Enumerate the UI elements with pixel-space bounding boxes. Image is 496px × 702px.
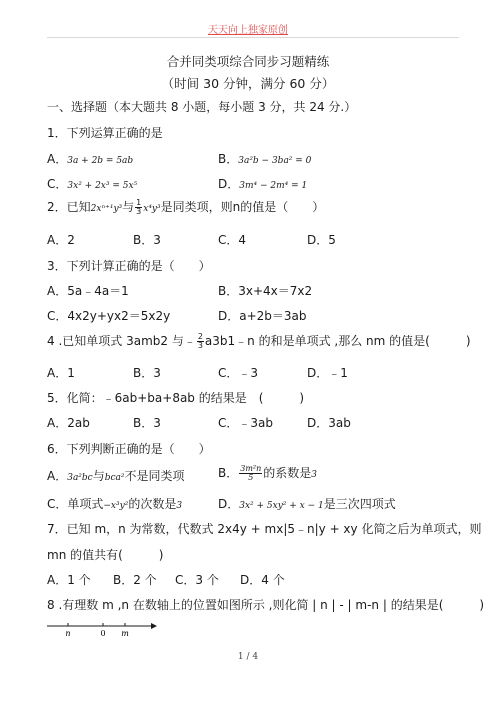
q6-option-a: A．3a²bc与bca²不是同类项 (47, 469, 185, 483)
q5-option-d: D．3ab (307, 416, 351, 430)
q7-stem-line2: mn 的值共有( ) (47, 548, 164, 562)
q2-option-b: B．3 (133, 233, 161, 247)
q8-stem: 8 .有理数 m ,n 在数轴上的位置如图所示 ,则化简 | n | - | m-n | 的结果是( ) (47, 598, 485, 612)
section-heading: 一、选择题（本大题共 8 小题，每小题 3 分，共 24 分.） (47, 100, 357, 114)
q5-option-a: A．2ab (47, 416, 90, 430)
q3-option-c: C．4x2y+yx2＝5x2y (47, 309, 171, 323)
axis-label-0: 0 (100, 629, 106, 638)
q6-stem: 6．下列判断正确的是（ ） (47, 442, 211, 456)
q2-option-c: C．4 (218, 233, 247, 247)
q4-option-b: B．3 (133, 366, 161, 380)
q1-option-a: A．3a + 2b = 5ab (47, 152, 134, 166)
q5-option-c: C．﹣3ab (218, 416, 273, 430)
axis-label-n: n (65, 629, 71, 638)
q2-stem: 2．已知2xⁿ⁺¹y³与 $\frac{1}{3}$ x⁴y³是同类项，则n的值是（ ） (47, 198, 325, 216)
q4-option-c: C．﹣3 (218, 366, 259, 380)
q4-option-a: A．1 (47, 366, 75, 380)
axis-label-m: m (121, 629, 129, 638)
q7-option-d: D．4 个 (240, 573, 285, 587)
q2-option-d: D．5 (307, 233, 336, 247)
header-watermark: 天天向上独家原创 (208, 25, 288, 36)
q2-fraction: $\frac{1}{3}$ (136, 198, 142, 216)
q3-option-d: D．a+2b＝3ab (218, 309, 307, 323)
q3-stem: 3．下列计算正确的是（ ） (47, 259, 211, 273)
q7-option-c: C．3 个 (175, 573, 219, 587)
q6-option-b: B． $\frac{\text{3m²n}}{5}$ 的系数是3 (218, 464, 318, 482)
q4-option-d: D．﹣1 (307, 366, 348, 380)
q5-stem: 5．化简：﹣6ab+ba+8ab 的结果是 ( ) (47, 391, 305, 405)
doc-title: 合并同类项综合同步习题精练 (166, 54, 330, 69)
number-line-arrow (151, 623, 157, 629)
q2-option-a: A．2 (47, 233, 75, 247)
header-divider (47, 37, 459, 38)
q1-stem: 1．下列运算正确的是 (47, 126, 163, 140)
q5-option-b: B．3 (133, 416, 161, 430)
q1-option-b: B．3a²b − 3ba² = 0 (218, 152, 312, 166)
q6-option-d: D．3x² + 5xy² + x − 1是三次四项式 (218, 497, 396, 511)
q1-option-c: C．3x² + 2x³ = 5x⁵ (47, 177, 138, 191)
q6-b-fraction: $\frac{\text{3m²n}}{5}$ (240, 464, 262, 482)
doc-subtitle: （时间 30 分钟，满分 60 分） (161, 76, 335, 91)
number-line-figure (45, 620, 160, 640)
q4-stem: 4 .已知单项式 3amb2 与﹣ $\frac{2}{3}$ a3b1﹣n 的和是单项式 ,那么 nm 的值是( ) (47, 332, 471, 350)
q3-option-b: B．3x+4x＝7x2 (218, 284, 313, 298)
q7-option-a: A．1 个 (47, 573, 91, 587)
q3-option-a: A．5a﹣4a＝1 (47, 284, 129, 298)
page-number: 1 / 4 (237, 652, 259, 662)
q6-option-c: C．单项式−x³y²的次数是3 (47, 497, 183, 511)
q7-option-b: B．2 个 (113, 573, 157, 587)
q4-fraction: $\frac{2}{3}$ (197, 332, 203, 350)
q1-option-d: D．3m⁴ − 2m⁴ = 1 (218, 177, 308, 191)
q7-stem-line1: 7．已知 m，n 为常数，代数式 2x4y + mx|5﹣n|y + xy 化简之后为单项式，则 (47, 522, 482, 536)
